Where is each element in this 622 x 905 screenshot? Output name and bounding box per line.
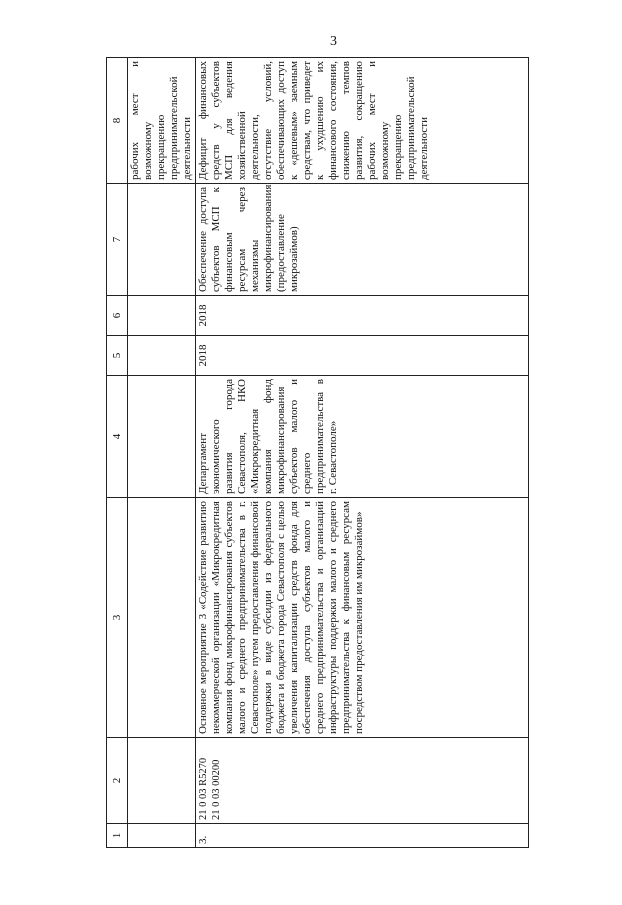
header-cell-3: 3 — [107, 498, 128, 738]
rotated-table-wrapper — [106, 58, 430, 848]
page-number: 3 — [330, 34, 337, 49]
header-cell-1: 1 — [107, 824, 128, 848]
table-row-continuation — [128, 58, 196, 848]
header-cell-7: 7 — [107, 184, 128, 296]
expected-result-cell: Обеспечение доступа субъектов МСП к финансовым ресурсам через механизмы микрофинансирования (предоставление микрозаймов) — [196, 184, 529, 296]
table-row — [196, 58, 529, 848]
header-cell-8: 8 — [107, 58, 128, 184]
header-cell-2: 2 — [107, 738, 128, 824]
prev-consequences-cell: рабочих мест и возможному прекращению предпринимательской деятельности — [128, 58, 196, 184]
executor-cell: Департамент экономического развития города Севастополя, НКО «Микрокредитная компания фонд микрофинансирования субъектов малого и среднего предпринимательства в г. Севастополе» — [196, 376, 529, 498]
row-number-cell: 3. — [196, 824, 529, 848]
header-row — [107, 58, 128, 848]
header-cell-5: 5 — [107, 336, 128, 376]
header-cell-6: 6 — [107, 296, 128, 336]
measure-name-cell: Основное мероприятие 3 «Содействие развитию некоммерческой организации «Микрокредитная компания фонд микрофинансирования субъектов малого и среднего предпринимательства в г. Севастополе» путем предоставления финансовой поддержки в виде субсидии из федерального бюджета и бюджета города Севастополя с целью увеличения капитализации средств фонда для обеспечения доступа субъектов малого и среднего предпринимательства и организаций инфраструктуры поддержки малого и среднего предпринимательства к финансовым ресурсам посредством предоставления им микрозаймов» — [196, 498, 529, 738]
header-cell-4: 4 — [107, 376, 128, 498]
budget-code-cell: 21 0 03 R5270 21 0 03 00200 — [196, 738, 529, 824]
measures-table — [106, 57, 529, 848]
consequences-cell: Дефицит финансовых средств у субъектов МСП для ведения хозяйственной деятельности, отсутствие условий, обеспечивающих доступ к «дешевым» заемным средствам, что приведет к ухудшению их финансового состояния, снижению темпов развития, сокращению рабочих мест и возможному прекращению предпринимательской деятельности — [196, 58, 529, 184]
end-year-cell: 2018 — [196, 296, 529, 336]
start-year-cell: 2018 — [196, 336, 529, 376]
